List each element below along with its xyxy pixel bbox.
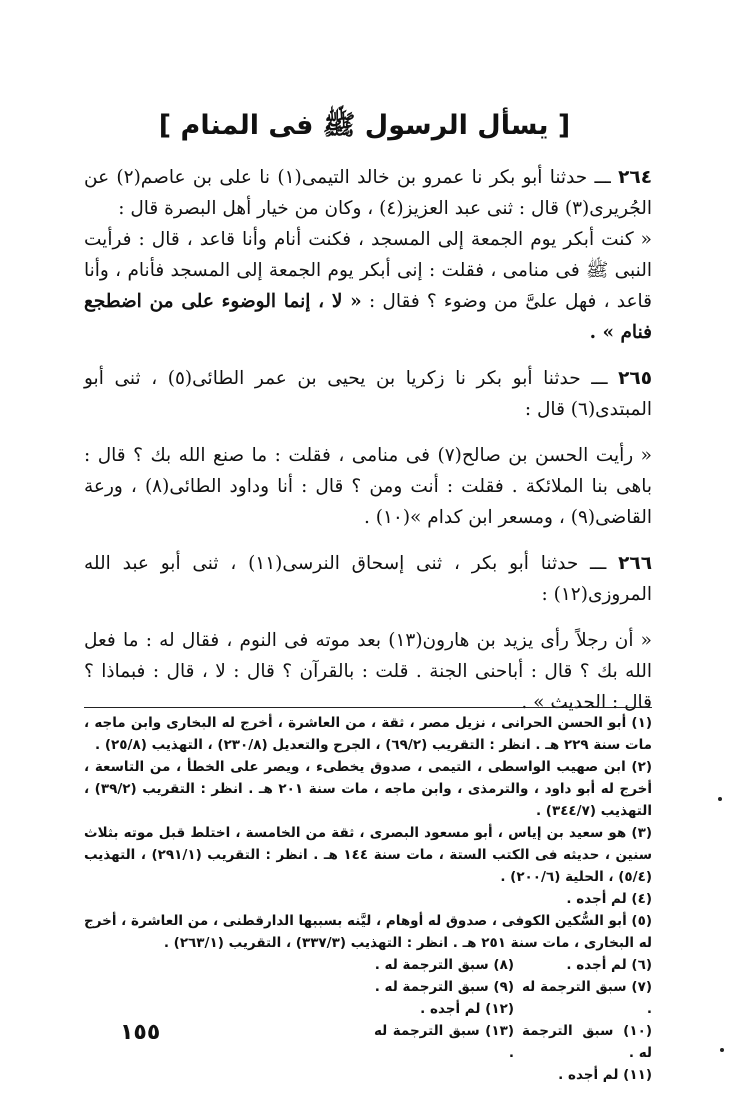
hadith-number: ٢٦٤ (618, 167, 652, 188)
footnote-divider (84, 707, 652, 708)
main-text (84, 162, 652, 718)
hadith-265-matn (84, 440, 652, 533)
isnad-text: ـــ حدثنا أبو بكر ، ثنى إسحاق النرسى(١١) ، ثنى أبو عبد الله المروزى(١٢) : (84, 553, 652, 605)
hadith-264-isnad (84, 162, 652, 224)
hadith-number: ٢٦٦ (618, 553, 652, 574)
hadith-264-matn (84, 224, 652, 348)
hadith-266-matn (84, 625, 652, 718)
footnote-column-left (374, 954, 514, 1086)
footnote: (٧) سبق الترجمة له . (522, 979, 652, 1017)
matn-text: « كنت أبكر يوم الجمعة إلى المسجد ، فكنت أنام وأنا قاعد ، قال : فرأيت النبى ﷺ فى منامى ، فقلت : إنى أبكر يوم الجمعة إلى المسجد فأنام ، وأنا قاعد ، فهل علىَّ من وضوء ؟ فقال : (84, 229, 652, 312)
footnotes (84, 712, 652, 1086)
hadith-266-isnad (84, 548, 652, 610)
matn-bold-text: « لا ، إنما الوضوء على من اضطجع فنام » . (84, 291, 652, 343)
footnote: (٤) لم أجده . (566, 891, 652, 907)
isnad-text: ـــ حدثنا أبو بكر نا عمرو بن خالد التيمى(١) نا على بن عاصم(٢) عن الجُريرى(٣) قال : ثنى عبد العزيز(٤) ، وكان من خيار أهل البصرة قال : (84, 167, 652, 219)
isnad-text: ـــ حدثنا أبو بكر نا زكريا بن يحيى بن عمر الطائى(٥) ، ثنى أبو المبتدى(٦) قال : (84, 368, 652, 420)
hadith-265-isnad (84, 363, 652, 425)
footnote: (١١) لم أجده . (558, 1067, 652, 1083)
footnote: (٨) سبق الترجمة له . (374, 957, 514, 973)
footnote-columns (84, 954, 652, 1086)
footnote: (١٢) لم أجده . (420, 1001, 514, 1017)
footnote: (١٠) سبق الترجمة له . (522, 1023, 652, 1061)
footnote: (١) أبو الحسن الحرانى ، نزيل مصر ، ثقة ، من العاشرة ، أخرج له البخارى وابن ماجه ، مات سنة ٢٢٩ هـ . انظر : التقريب (٦٩/٢) ، الجرح والتعديل (٢٣٠/٨) ، التهذيب (٢٥/٨) . (84, 715, 652, 753)
footnote: (٢) ابن صهيب الواسطى ، التيمى ، صدوق يخطىء ، ويصر على الخطأ ، من التاسعة ، أخرج له أبو داود ، والترمذى ، وابن ماجه ، مات سنة ٢٠١ هـ . انظر : التقريب (٣٩/٢) ، التهذيب (٣٤٤/٧) . (84, 759, 652, 819)
footnote-column-right (522, 954, 652, 1086)
footnote: (١٣) سبق الترجمة له . (374, 1023, 514, 1061)
matn-text: « رأيت الحسن بن صالح(٧) فى منامى ، فقلت : ما صنع الله بك ؟ قال : باهى بنا الملائكة . فقلت : أنت ومن ؟ قال : أنا وداود الطائى(٨) ، ورعة القاضى(٩) ، ومسعر ابن كدام »(١٠) . (84, 445, 652, 528)
footnote: (٦) لم أجده . (566, 957, 652, 973)
scan-speck (720, 1048, 724, 1052)
scan-speck (718, 797, 722, 801)
footnote: (٣) هو سعيد بن إياس ، أبو مسعود البصرى ، ثقة من الخامسة ، اختلط قبل موته بثلاث سنين ، حديثه فى الكتب الستة ، مات سنة ١٤٤ هـ . انظر : التقريب (٢٩١/١) ، التهذيب (٥/٤) ، الحلية (٢٠٠/٦) . (84, 825, 652, 885)
hadith-number: ٢٦٥ (618, 368, 652, 389)
footnote: (٥) أبو السُّكين الكوفى ، صدوق له أوهام ، ليَّنه بسببها الدارقطنى ، من العاشرة ، أخرج له البخارى ، مات سنة ٢٥١ هـ . انظر : التهذيب (٣٣٧/٣) ، التقريب (٢٦٣/١) . (84, 913, 652, 951)
section-title: [ يسأل الرسول ﷺ فى المنام ] (158, 110, 571, 141)
matn-text: « أن رجلاً رأى يزيد بن هارون(١٣) بعد موته فى النوم ، فقال له : ما فعل الله بك ؟ قال : أباحنى الجنة . قلت : بالقرآن ؟ قال : لا ، قال : فبماذا ؟ قال : الحديث » . (84, 630, 652, 713)
page-number: ١٥٥ (120, 1020, 161, 1045)
footnote: (٩) سبق الترجمة له . (374, 979, 514, 995)
